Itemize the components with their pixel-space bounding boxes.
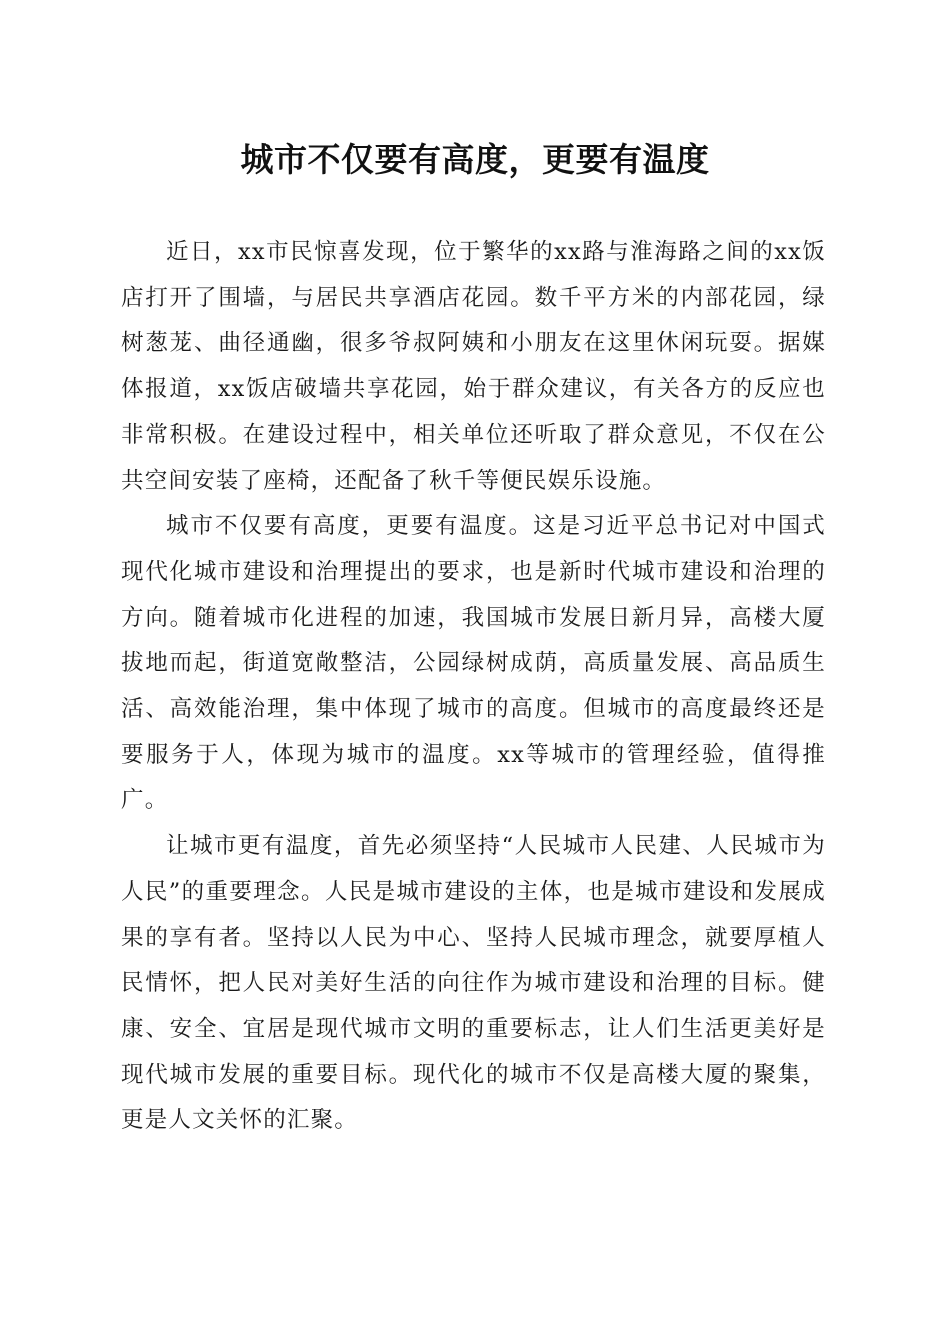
document-title: 城市不仅要有高度，更要有温度 — [240, 140, 710, 179]
paragraph: 让城市更有温度，首先必须坚持“人民城市人民建、人民城市为人民”的重要理念。人民是城市建设的主体，也是城市建设和发展成果的享有者。坚持以人民为中心、坚持人民城市理念，就要厚植人民情怀，把人民对美好生活的向往作为城市建设和治理的目标。健康、安全、宜居是现代城市文明的重要标志，让人们生活更美好是现代城市发展的重要目标。现代化的城市不仅是高楼大厦的聚集，更是人文关怀的汇聚。 — [121, 833, 826, 1134]
document-body — [121, 230, 826, 1144]
paragraph: 近日，xx市民惊喜发现，位于繁华的xx路与淮海路之间的xx饭店打开了围墙，与居民共享酒店花园。数千平方米的内部花园，绿树葱茏、曲径通幽，很多爷叔阿姨和小朋友在这里休闲玩耍。据媒体报道，xx饭店破墙共享花园，始于群众建议，有关各方的反应也非常积极。在建设过程中，相关单位还听取了群众意见，不仅在公共空间安装了座椅，还配备了秋千等便民娱乐设施。 — [121, 239, 826, 494]
paragraph: 城市不仅要有高度，更要有温度。这是习近平总书记对中国式现代化城市建设和治理提出的要求，也是新时代城市建设和治理的方向。随着城市化进程的加速，我国城市发展日新月异，高楼大厦拔地而起，街道宽敞整洁，公园绿树成荫，高质量发展、高品质生活、高效能治理，集中体现了城市的高度。但城市的高度最终还是要服务于人，体现为城市的温度。xx等城市的管理经验，值得推广。 — [121, 513, 826, 814]
